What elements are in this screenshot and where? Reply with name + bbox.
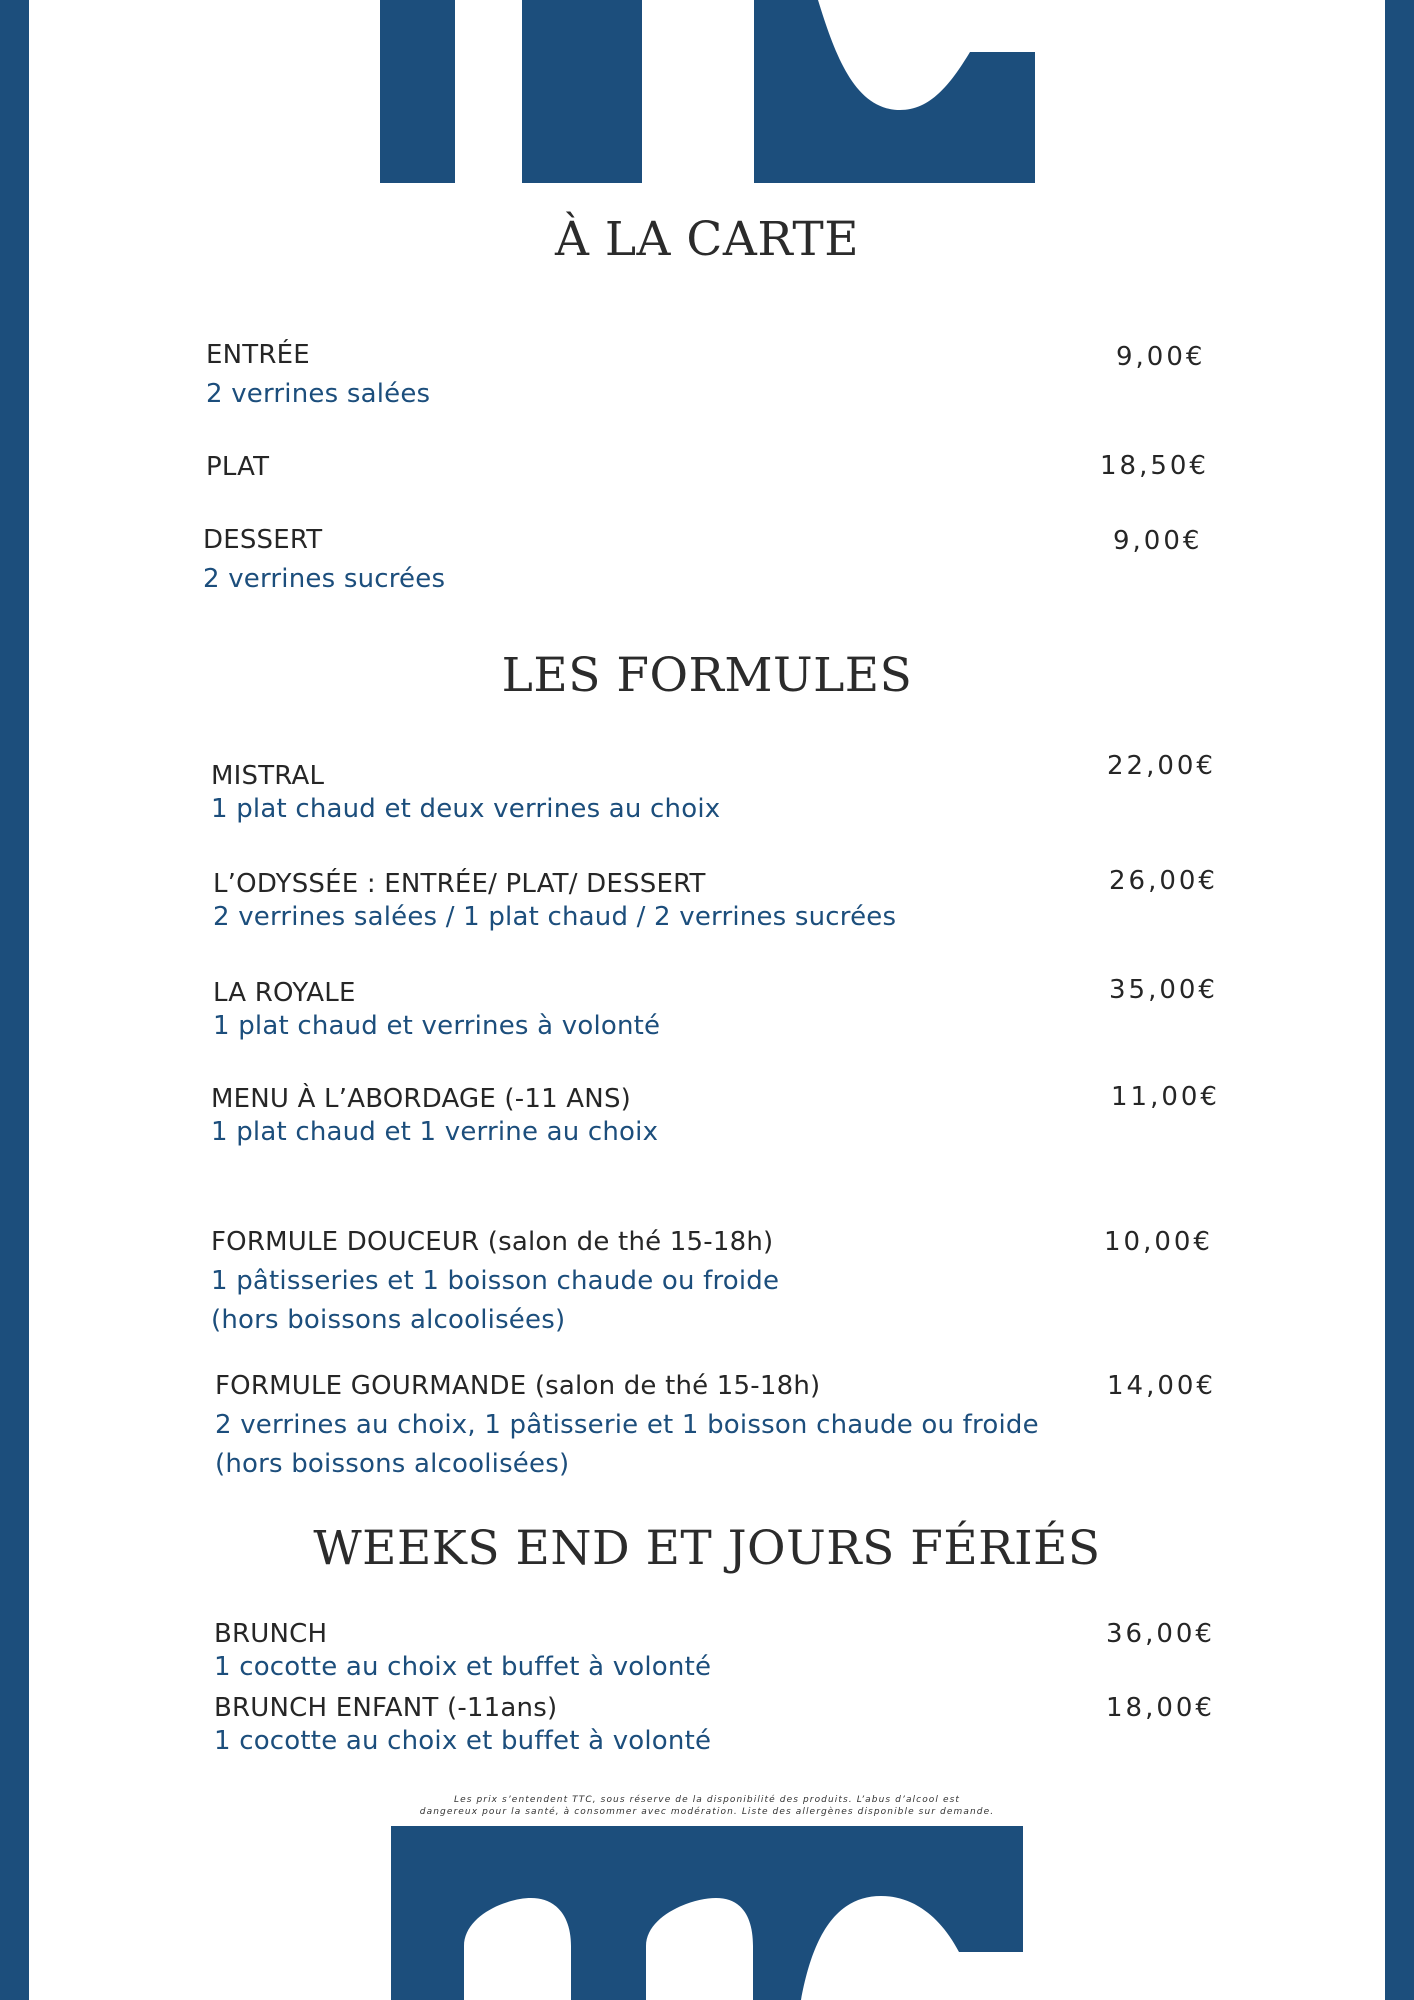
left-border-stripe (0, 0, 29, 2000)
brunch-enfant-price: 18,00€ (1106, 1693, 1215, 1723)
legal-footnote (350, 1794, 1064, 1818)
douceur-price: 10,00€ (1104, 1227, 1213, 1257)
odyssee-name: L’ODYSSÉE : ENTRÉE/ PLAT/ DESSERT (213, 869, 706, 899)
brunch-enfant-name: BRUNCH ENFANT (-11ans) (214, 1693, 558, 1723)
right-border-stripe (1385, 0, 1414, 2000)
royale-price: 35,00€ (1109, 975, 1218, 1005)
dessert-price: 9,00€ (1113, 526, 1203, 556)
douceur-desc-note: (hors boissons alcoolisées) (211, 1305, 566, 1335)
abordage-price: 11,00€ (1111, 1082, 1220, 1112)
dessert-name: DESSERT (203, 525, 323, 555)
mistral-name: MISTRAL (211, 761, 325, 791)
odyssee-price: 26,00€ (1109, 866, 1218, 896)
brunch-name: BRUNCH (214, 1619, 328, 1649)
gourmande-desc-note: (hors boissons alcoolisées) (215, 1449, 570, 1479)
entree-price: 9,00€ (1116, 342, 1206, 372)
legal-footnote-line-2: dangereux pour la santé, à consommer avec modération. Liste des allergènes disponible sur demande. (419, 1807, 995, 1817)
gourmande-desc: 2 verrines au choix, 1 pâtisserie et 1 boisson chaude ou froide (215, 1410, 1039, 1440)
brunch-enfant-desc: 1 cocotte au choix et buffet à volonté (214, 1726, 712, 1756)
weekend-title: WEEKS END ET JOURS FÉRIÉS (313, 1521, 1101, 1576)
odyssee-desc: 2 verrines salées / 1 plat chaud / 2 verrines sucrées (213, 902, 897, 932)
abordage-desc: 1 plat chaud et 1 verrine au choix (211, 1117, 659, 1147)
formules-title: LES FORMULES (501, 648, 913, 703)
bottom-logo-icon (391, 1826, 1023, 2000)
top-logo-icon (380, 0, 1035, 183)
mistral-price: 22,00€ (1107, 751, 1216, 781)
plat-name: PLAT (206, 452, 270, 482)
gourmande-price: 14,00€ (1107, 1371, 1216, 1401)
gourmande-name: FORMULE GOURMANDE (salon de thé 15-18h) (215, 1371, 821, 1401)
royale-name: LA ROYALE (213, 978, 356, 1008)
entree-desc: 2 verrines salées (206, 379, 431, 409)
plat-price: 18,50€ (1100, 451, 1209, 481)
brunch-desc: 1 cocotte au choix et buffet à volonté (214, 1652, 712, 1682)
a-la-carte-title: À LA CARTE (554, 212, 860, 267)
mistral-desc: 1 plat chaud et deux verrines au choix (211, 794, 721, 824)
legal-footnote-line-1: Les prix s’entendent TTC, sous réserve de la disponibilité des produits. L’abus d’alcool est (453, 1795, 961, 1805)
entree-name: ENTRÉE (206, 340, 310, 370)
dessert-desc: 2 verrines sucrées (203, 564, 446, 594)
douceur-desc: 1 pâtisseries et 1 boisson chaude ou froide (211, 1266, 780, 1296)
abordage-name: MENU À L’ABORDAGE (-11 ANS) (211, 1084, 631, 1114)
royale-desc: 1 plat chaud et verrines à volonté (213, 1011, 661, 1041)
douceur-name: FORMULE DOUCEUR (salon de thé 15-18h) (211, 1227, 774, 1257)
brunch-price: 36,00€ (1106, 1619, 1215, 1649)
